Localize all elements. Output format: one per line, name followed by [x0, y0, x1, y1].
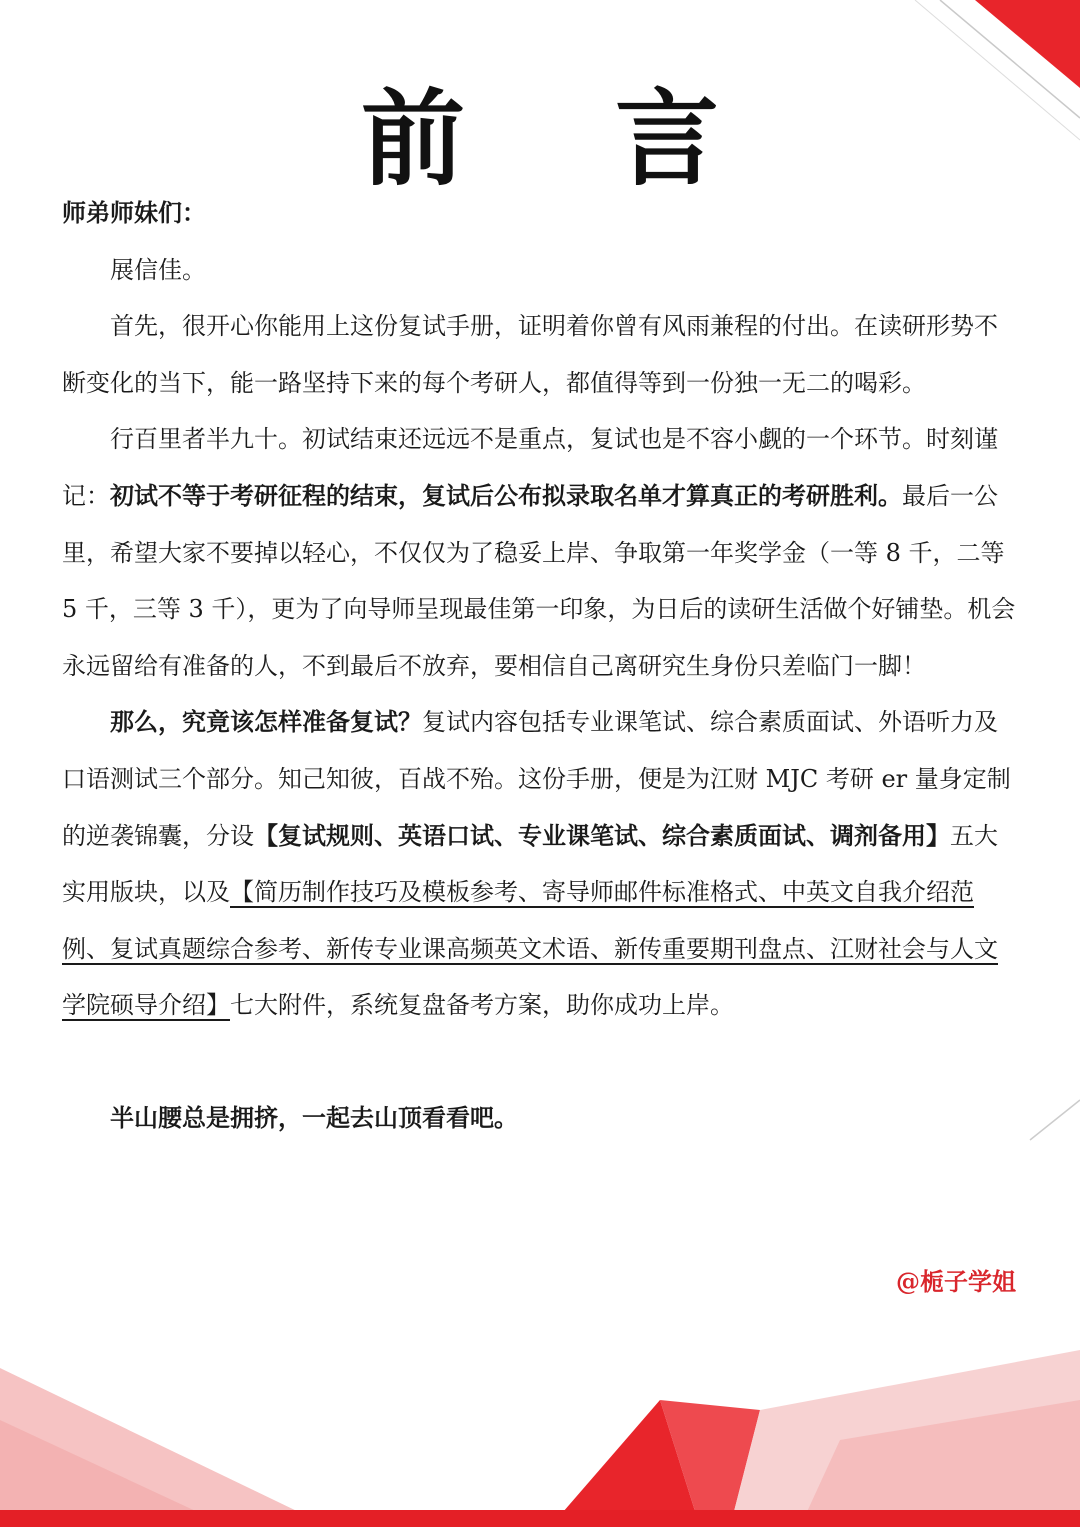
para2-before: 行百里者半九十。初试结束还远远不是重点，复试也是不容小觑的一个环节。时刻谨记： — [62, 425, 998, 510]
closing-line — [62, 1090, 1020, 1147]
page-title — [0, 55, 1080, 205]
right-side-thin-line — [1030, 1100, 1080, 1140]
paragraph-2 — [62, 411, 1020, 694]
spacer — [62, 1034, 1020, 1090]
para3-modules: 【复试规则、英语口试、专业课笔试、综合素质面试、调剂备用】 — [254, 820, 950, 850]
salutation: 展信佳。 — [110, 255, 206, 284]
bottom-red-strip — [0, 1510, 1080, 1527]
para3-text-1: 复试内容包括专业课笔试、综合素质面试、外语听力及口语测试三个部分。知己知彼，百战不殆。这份手册，便是为江财 MJC 考研 er 量身定制的逆袭锦囊，分设 — [62, 708, 1011, 850]
para2-bold: 初试不等于考研征程的结束，复试后公布拟录取名单才算真正的考研胜利。 — [110, 480, 902, 510]
para2-after: 最后一公里，希望大家不要掉以轻心，不仅仅为了稳妥上岸、争取第一年奖学金（一等 8 千，二等 5 千，三等 3 千），更为了向导师呈现最佳第一印象，为日后的读研生活做个好铺垫。机会永远留给有准备的人，不到最后不放弃，要相信自己离研究生身份只差临门一脚！ — [62, 481, 1016, 680]
title-char-2: 言 — [615, 77, 720, 200]
para3-text-3: 七大附件，系统复盘备考方案，助你成功上岸。 — [230, 991, 734, 1020]
title-char-1: 前 — [360, 77, 465, 200]
para3-text-2: 五大实用版块，以及 — [62, 821, 998, 907]
signature: @栀子学姐 — [896, 1267, 1016, 1296]
para3-attachments: 【简历制作技巧及模板参考、寄导师邮件标准格式、中英文自我介绍范例、复试真题综合参考、新传专业课高频英文术语、新传重要期刊盘点、江财社会与人文学院硕导介绍】 — [62, 878, 998, 1020]
closing-text: 半山腰总是拥挤，一起去山顶看看吧。 — [110, 1102, 518, 1132]
para3-question: 那么，究竟该怎样准备复试？ — [110, 707, 422, 737]
paragraph-1: 首先，很开心你能用上这份复试手册，证明着你曾有风雨兼程的付出。在读研形势不断变化的当下，能一路坚持下来的每个考研人，都值得等到一份独一无二的喝彩。 — [62, 312, 998, 397]
letter-body — [62, 185, 1020, 1147]
paragraph-3 — [62, 694, 1020, 1034]
greeting: 师弟师妹们： — [62, 198, 206, 227]
